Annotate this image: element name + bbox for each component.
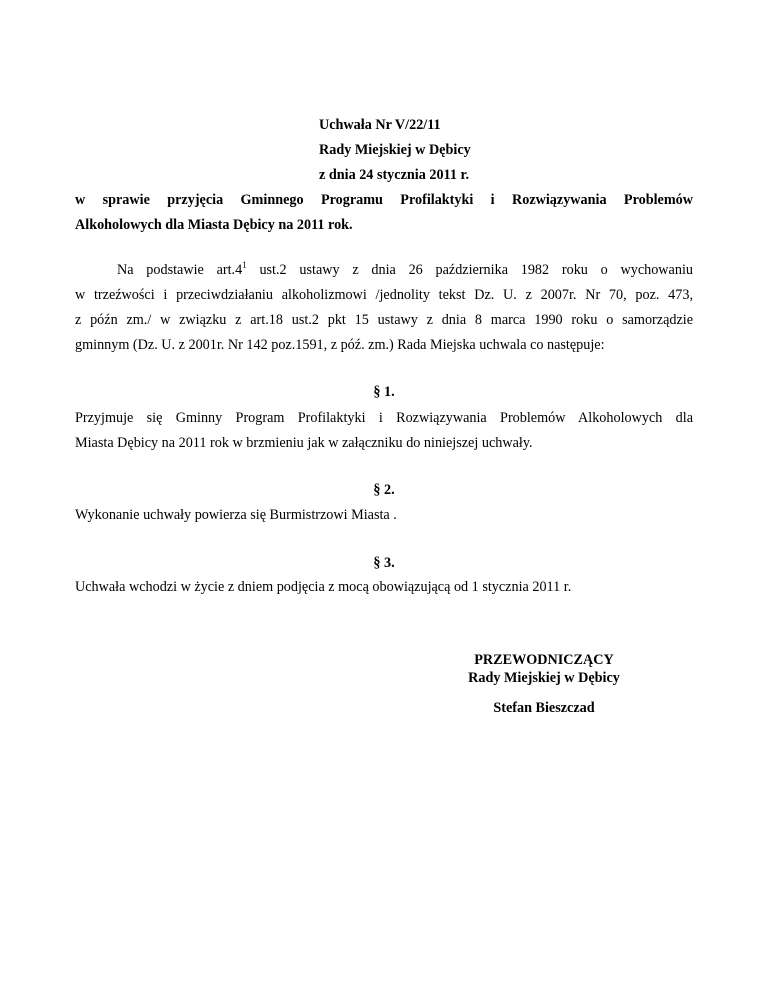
section-2-heading: § 2. bbox=[373, 482, 395, 498]
section-2-line-1: Wykonanie uchwały powierza się Burmistrzowi Miasta . bbox=[75, 507, 397, 523]
resolution-number: Uchwała Nr V/22/11 bbox=[319, 117, 441, 133]
preamble-line-1: Na podstawie $art.4^1$ ust.2 ustawy z dnia 26 października 1982 roku o wychowaniu bbox=[117, 260, 693, 278]
superscript: 1 bbox=[242, 260, 247, 270]
council-name: Rady Miejskiej w Dębicy bbox=[319, 142, 471, 158]
subject-line-2: Alkoholowych dla Miasta Dębicy na 2011 rok. bbox=[75, 217, 353, 233]
section-1-heading: § 1. bbox=[373, 384, 395, 400]
subject-line-1: w sprawie przyjęcia Gminnego Programu Profilaktyki i Rozwiązywania Problemów bbox=[75, 192, 693, 208]
preamble-line-4: gminnym (Dz. U. z 2001r. Nr 142 poz.1591, z póź. zm.) Rada Miejska uchwala co następuje: bbox=[75, 337, 605, 353]
section-3-line-1: Uchwała wchodzi w życie z dniem podjęcia z mocą obowiązującą od 1 stycznia 2011 r. bbox=[75, 579, 572, 595]
section-1-line-2: Miasta Dębicy na 2011 rok w brzmieniu jak w załączniku do niniejszej uchwały. bbox=[75, 435, 533, 451]
resolution-date: z dnia 24 stycznia 2011 r. bbox=[319, 167, 470, 183]
signature-council: Rady Miejskiej w Dębicy bbox=[468, 670, 620, 686]
preamble-line-3: z późn zm./ w związku z art.18 ust.2 pkt 15 ustawy z dnia 8 marca 1990 roku o samorządzie bbox=[75, 312, 693, 328]
preamble-line-2: w trzeźwości i przeciwdziałaniu alkoholizmowi /jednolity tekst Dz. U. z 2007r. Nr 70, poz. 473, bbox=[75, 287, 693, 303]
section-3-heading: § 3. bbox=[373, 555, 395, 571]
signature-title: PRZEWODNICZĄCY bbox=[474, 652, 614, 668]
section-1-line-1: Przyjmuje się Gminny Program Profilaktyki i Rozwiązywania Problemów Alkoholowych dla bbox=[75, 410, 693, 426]
signature-name: Stefan Bieszczad bbox=[493, 700, 595, 716]
